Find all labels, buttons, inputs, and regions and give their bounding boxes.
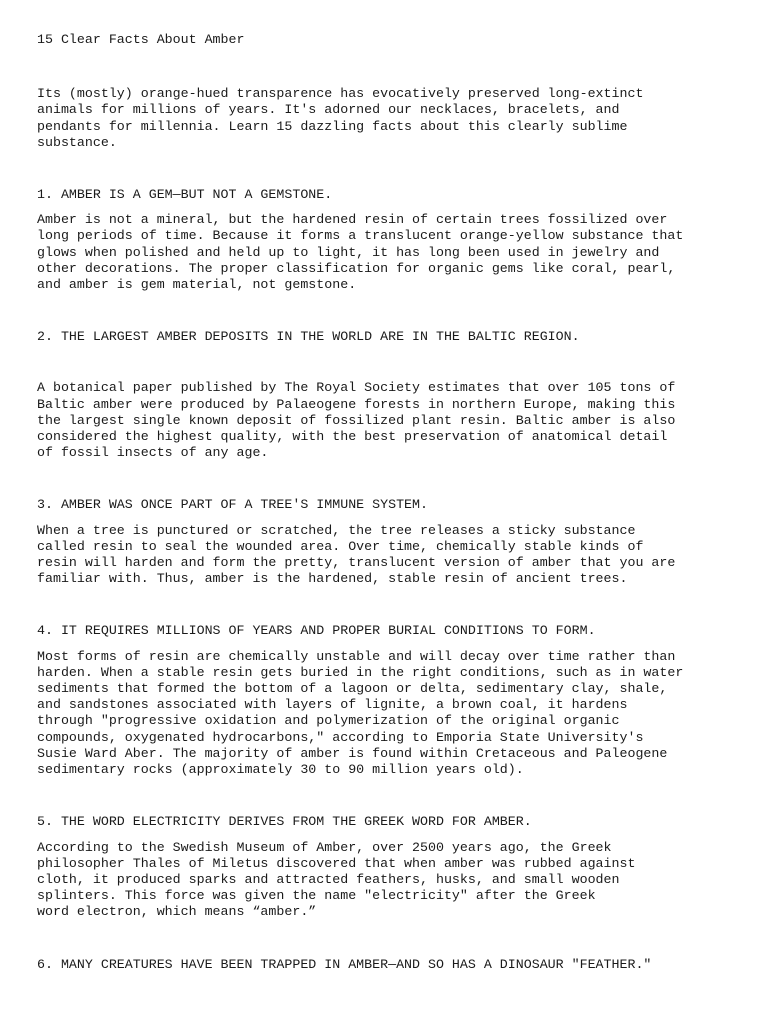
fact-section-4 — [37, 623, 737, 778]
fact-heading: 6. MANY CREATURES HAVE BEEN TRAPPED IN AMBER—AND SO HAS A DINOSAUR "FEATHER." — [37, 956, 652, 972]
fact-body: According to the Swedish Museum of Amber, over 2500 years ago, the Greek philosopher Thales of Miletus discovered that when amber was rubbed against cloth, it produced sparks and attracted feathers, husks, and small wooden splinters. This force was given the name "electricity" after the Greek word electron, which means “amber.” — [37, 839, 636, 920]
fact-section-6 — [37, 957, 737, 973]
fact-body: A botanical paper published by The Royal Society estimates that over 105 tons of Baltic amber were produced by Palaeogene forests in northern Europe, making this the largest single known deposit of fossilized plant resin. Baltic amber is also considered the highest quality, with the best preservation of anatomical detail of fossil insects of any age. — [37, 380, 676, 461]
fact-section-3 — [37, 497, 737, 587]
intro-paragraph: Its (mostly) orange-hued transparence has evocatively preserved long-extinct animals for millions of years. It's adorned our necklaces, bracelets, and pendants for millennia. Learn 15 dazzling facts about this clearly sublime substance. — [37, 86, 644, 150]
fact-heading: 3. AMBER WAS ONCE PART OF A TREE'S IMMUNE SYSTEM. — [37, 497, 428, 513]
fact-section-5 — [37, 814, 737, 920]
fact-body: When a tree is punctured or scratched, the tree releases a sticky substance called resin to seal the wounded area. Over time, chemically stable kinds of resin will harden and form the pretty, translucent version of amber that you are familiar with. Thus, amber is the hardened, stable resin of ancient trees. — [37, 522, 676, 587]
fact-heading: 2. THE LARGEST AMBER DEPOSITS IN THE WORLD ARE IN THE BALTIC REGION. — [37, 329, 580, 345]
document-page — [37, 32, 737, 982]
fact-section-2 — [37, 329, 737, 461]
fact-heading: 1. AMBER IS A GEM—BUT NOT A GEMSTONE. — [37, 187, 333, 203]
document-title: 15 Clear Facts About Amber — [37, 32, 245, 47]
fact-section-1 — [37, 187, 737, 293]
fact-heading: 4. IT REQUIRES MILLIONS OF YEARS AND PROPER BURIAL CONDITIONS TO FORM. — [37, 623, 596, 639]
fact-body: Most forms of resin are chemically unstable and will decay over time rather than harden. When a stable resin gets buried in the right conditions, such as in water sediments that formed the bottom of a lagoon or delta, sedimentary clay, shale, and sandstones associated with layers of lignite, a brown coal, it hardens through "progressive oxidation and polymerization of the original organic compounds, oxygenated hydrocarbons," according to Emporia State University's Susie Ward Aber. The majority of amber is found within Cretaceous and Paleogene sedimentary rocks (approximately 30 to 90 million years old). — [37, 648, 684, 778]
fact-body: Amber is not a mineral, but the hardened resin of certain trees fossilized over long periods of time. Because it forms a translucent orange-yellow substance that glows when polished and held up to light, it has long been used in jewelry and other decorations. The proper classification for organic gems like coral, pearl, and amber is gem material, not gemstone. — [37, 212, 684, 293]
fact-heading: 5. THE WORD ELECTRICITY DERIVES FROM THE GREEK WORD FOR AMBER. — [37, 814, 532, 830]
